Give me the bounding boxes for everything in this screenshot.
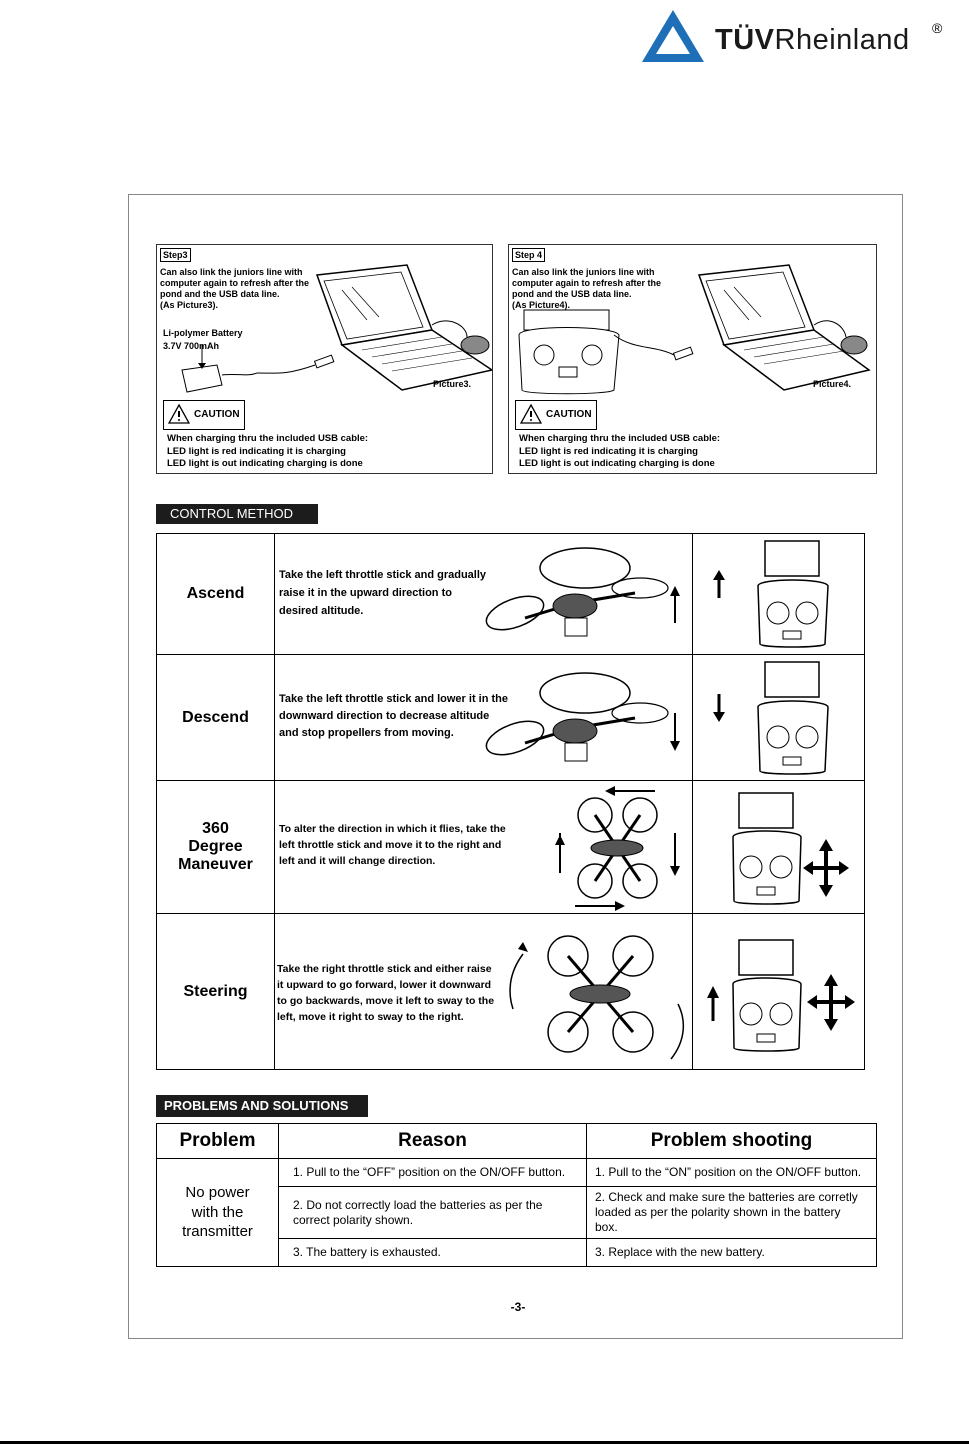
step-label: Step3 — [160, 248, 191, 262]
solution-text: 2. Check and make sure the batteries are corretly loaded as per the polarity shown in the battery box. — [595, 1190, 858, 1234]
tuv-rheinland-logo — [640, 8, 950, 64]
charging-text: When charging thru the included USB cable: LED light is red indicating it is charging LED light is out indicating charging is done — [167, 433, 369, 469]
reason-text: 3. The battery is exhausted. — [293, 1245, 441, 1259]
header-problem-shooting: Problem shooting — [587, 1124, 877, 1159]
control-method-table — [156, 533, 865, 1070]
control-name: Descend — [157, 655, 275, 780]
drone-side-illustration — [475, 663, 690, 775]
table-header-row — [157, 1124, 877, 1159]
transmitter-cell — [693, 781, 864, 913]
problems-heading: PROBLEMS AND SOLUTIONS — [156, 1095, 368, 1117]
solution-cell — [587, 1239, 877, 1267]
transmitter-cell — [693, 534, 864, 654]
control-name: 360 Degree Maneuver — [157, 781, 275, 913]
control-row-ascend — [157, 534, 864, 655]
header-problem: Problem — [157, 1124, 279, 1159]
drone-side-illustration — [475, 538, 690, 650]
reason-cell — [279, 1187, 587, 1239]
control-description: Take the right throttle stick and either raise it upward to go forward, lower it downward to go backwards, move it left to sway to the left, move it right to sway to the right. — [277, 963, 495, 1023]
laptop-charging-illustration — [167, 255, 492, 395]
picture-label: Picture3. — [433, 379, 472, 389]
page-number: -3- — [510, 1300, 526, 1314]
battery-label: Li-polymer Battery 3.7V — [163, 328, 243, 351]
table-row — [157, 1159, 877, 1187]
control-name: Ascend — [157, 534, 275, 654]
registered-mark: ® — [932, 20, 943, 36]
control-description-cell — [275, 914, 693, 1069]
transmitter-cell — [693, 914, 864, 1069]
control-description: To alter the direction in which it flies, take the left throttle stick and move it to the right and left and it will change direction. — [279, 823, 506, 867]
picture-label: Picture4. — [813, 379, 852, 389]
caution-box — [515, 400, 597, 430]
caution-label: CAUTION — [194, 409, 240, 420]
drone-top-illustration — [503, 924, 691, 1064]
transmitter-charging-illustration — [514, 255, 874, 395]
reason-cell — [279, 1239, 587, 1267]
triangle-logo-icon — [640, 8, 706, 64]
caution-label: CAUTION — [546, 409, 592, 420]
reason-cell — [279, 1159, 587, 1187]
step-label: Step 4 — [512, 248, 545, 262]
problem-cell: No power with the transmitter — [157, 1159, 279, 1267]
step-3-panel — [156, 244, 493, 474]
step-text: Can also link the juniors line with computer again to refresh after the pond and the USB data line. (As Picture4). — [512, 267, 662, 310]
transmitter-illustration — [703, 659, 863, 777]
logo-text: TÜVRheinland — [715, 24, 910, 56]
warning-icon — [520, 404, 542, 424]
step-text: Can also link the juniors line with computer again to refresh after the pond and the USB data line. (As Picture3). — [160, 267, 310, 310]
transmitter-illustration — [703, 936, 863, 1061]
control-description-cell — [275, 655, 693, 780]
control-description: Take the left throttle stick and gradually raise it in the upward direction to desired altitude. — [279, 569, 487, 617]
control-description-cell — [275, 534, 693, 654]
caution-box — [163, 400, 245, 430]
control-description: Take the left throttle stick and lower it in the downward direction to decrease altitude and stop propellers from moving. — [279, 693, 508, 739]
control-method-heading: CONTROL METHOD — [156, 504, 318, 524]
reason-text: 2. Do not correctly load the batteries as per the correct polarity shown. — [293, 1197, 543, 1227]
solution-text: 1. Pull to the “ON” position on the ON/OFF button. — [595, 1165, 862, 1179]
control-row-steering — [157, 914, 864, 1069]
transmitter-illustration — [703, 538, 863, 650]
reason-text: 1. Pull to the “OFF” position on the ON/OFF button. — [293, 1165, 566, 1179]
problems-table — [156, 1123, 877, 1267]
control-row-360-maneuver — [157, 781, 864, 914]
transmitter-cell — [693, 655, 864, 780]
charging-text: When charging thru the included USB cable: LED light is red indicating it is charging LED light is out indicating charging is done — [519, 433, 721, 469]
step-4-panel — [508, 244, 877, 474]
header-reason: Reason — [279, 1124, 587, 1159]
solution-cell — [587, 1187, 877, 1239]
control-name: Steering — [157, 914, 275, 1069]
solution-cell — [587, 1159, 877, 1187]
control-description-cell — [275, 781, 693, 913]
warning-icon — [168, 404, 190, 424]
transmitter-illustration — [731, 789, 863, 909]
drone-top-illustration — [515, 783, 690, 913]
control-row-descend — [157, 655, 864, 781]
solution-text: 3. Replace with the new battery. — [595, 1245, 765, 1259]
